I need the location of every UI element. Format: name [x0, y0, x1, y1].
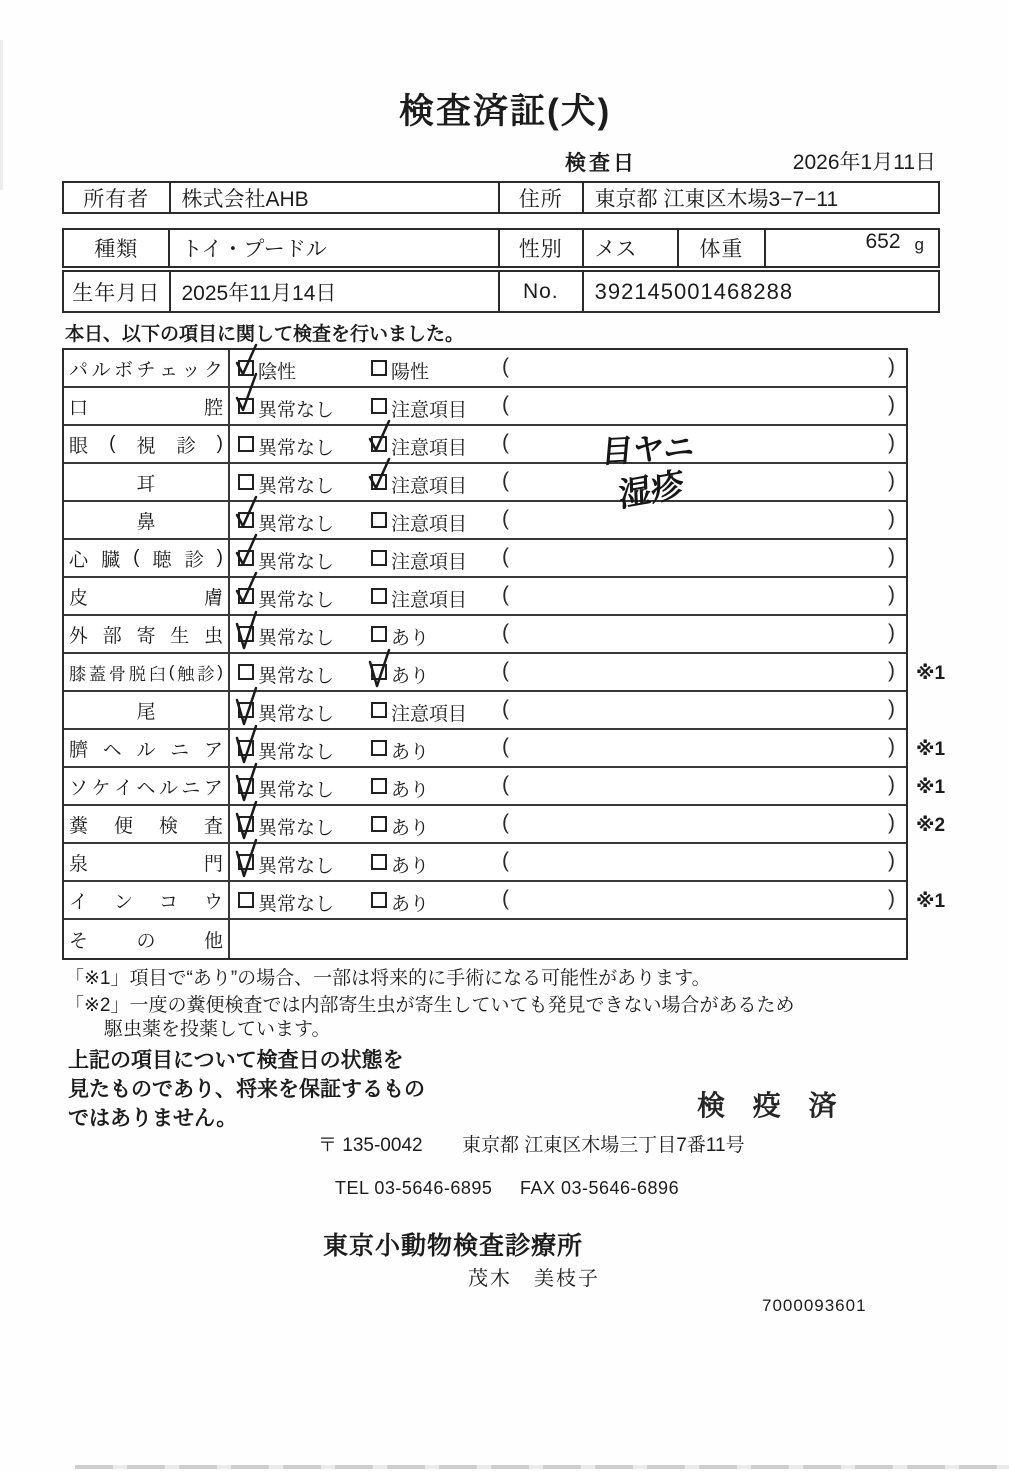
checklist-row [64, 350, 906, 388]
paren-close: ) [888, 469, 895, 492]
ref-note: ※1 [916, 663, 946, 684]
checkbox-option1 [238, 778, 254, 794]
option2-label: 注意項目 [391, 704, 468, 725]
checkbox-option2 [371, 550, 387, 566]
checkbox-option2 [371, 778, 387, 794]
id-number-label: No. [498, 272, 582, 311]
checklist-item-label: 眼 ( 視 診 ) [64, 426, 230, 462]
checkbox-option1 [238, 740, 254, 756]
paren-close: ) [888, 583, 895, 606]
owner-table [62, 181, 940, 214]
checklist-row [64, 654, 946, 692]
postal-code: 〒 135-0042 [318, 1135, 423, 1156]
checklist-item-label: パ ル ボ チ ェ ッ ク [64, 350, 230, 386]
checklist-row-content [230, 616, 906, 652]
footnote-1: 「※1」項目で“あり”の場合、一部は将来的に手術になる可能性があります。 [65, 968, 711, 989]
birthdate-label: 生年月日 [72, 281, 161, 305]
fax-number: FAX 03-5646-6896 [519, 1178, 680, 1198]
breed-label: 種類 [94, 238, 139, 261]
paren-close: ) [888, 621, 895, 644]
checklist-row-content [230, 730, 906, 766]
footnote-2-line2: 駆虫薬を投薬しています。 [104, 1019, 331, 1040]
paren-open: ( [502, 887, 509, 910]
paren-open: ( [502, 811, 509, 834]
ref-note: ※1 [916, 777, 946, 798]
option2-label: 注意項目 [391, 476, 468, 497]
checklist-item-label: 臍 ヘ ル ニ ア [64, 730, 230, 766]
checklist-item-label: 心 臓 ( 聴 診 ) [64, 540, 230, 576]
checklist-row-content [230, 654, 906, 690]
checklist-table [62, 348, 946, 960]
disclaimer-line2: 見たものであり、将来を保証するもの [68, 1078, 425, 1101]
option1-label: 陰性 [258, 362, 297, 383]
option2-label: 注意項目 [391, 552, 468, 573]
checkbox-option2 [371, 512, 387, 528]
paren-close: ) [888, 887, 895, 910]
option2-label: あり [391, 818, 430, 839]
disclaimer-line3: ではありません。 [68, 1107, 238, 1130]
inspection-date-label: 検査日 [565, 152, 637, 175]
option2-label: 注意項目 [391, 438, 468, 459]
checkbox-option2 [371, 740, 387, 756]
weight-label: 体重 [677, 230, 764, 266]
clinic-name: 東京小動物検査診療所 [323, 1232, 584, 1260]
breed-value: トイ・プードル [168, 230, 497, 266]
checklist-row [64, 806, 946, 844]
paren-close: ) [888, 773, 895, 796]
checklist-row [64, 540, 906, 578]
checkbox-option2 [371, 626, 387, 642]
checklist-row-content [230, 844, 906, 880]
checkbox-option2 [371, 436, 387, 452]
owner-value: 株式会社AHB [169, 183, 499, 212]
checklist-item-label: イ ン コ ウ [64, 882, 230, 918]
checkbox-option1 [238, 892, 254, 908]
option1-label: 異常なし [258, 894, 335, 915]
checkbox-option1 [238, 626, 254, 642]
checkbox-option1 [238, 398, 254, 414]
checkbox-option2 [371, 854, 387, 870]
option1-label: 異常なし [258, 666, 335, 687]
option1-label: 異常なし [258, 476, 335, 497]
document-title: 検査済証(犬) [399, 92, 612, 131]
scan-artifact-left [0, 40, 3, 190]
paren-close: ) [888, 735, 895, 758]
checklist-row [64, 388, 906, 426]
paren-open: ( [502, 621, 509, 644]
weight-unit: g [914, 235, 924, 254]
checklist-row [64, 844, 906, 882]
option2-label: あり [391, 666, 430, 687]
ref-note: ※1 [916, 891, 946, 912]
checklist-row-content [230, 388, 906, 424]
checkbox-option1 [238, 474, 254, 490]
checklist-row-content [230, 350, 906, 386]
paren-open: ( [502, 507, 509, 530]
option2-label: 陽性 [391, 362, 430, 383]
checklist-row [64, 692, 906, 730]
paren-open: ( [502, 659, 509, 682]
ref-note: ※2 [916, 815, 946, 836]
birthdate-number-table [62, 270, 940, 313]
paren-open: ( [502, 431, 509, 454]
checklist-item-label: 皮 膚 [64, 578, 230, 614]
paren-close: ) [888, 659, 895, 682]
checklist-row-content [230, 464, 906, 514]
paren-close: ) [888, 393, 895, 416]
sex-label: 性別 [498, 230, 582, 266]
owner-label: 所有者 [83, 187, 150, 211]
checklist-item-label: 外 部 寄 生 虫 [64, 616, 230, 652]
disclaimer-line1: 上記の項目について検査日の状態を [68, 1049, 404, 1072]
clinic-address: 東京都 江東区木場三丁目7番11号 [462, 1135, 745, 1156]
checklist-row-content [230, 768, 906, 804]
checkbox-option2 [371, 702, 387, 718]
checklist-row-content [230, 920, 906, 958]
option2-label: 注意項目 [391, 400, 468, 421]
checkbox-option1 [238, 360, 254, 376]
checkbox-option2 [371, 892, 387, 908]
checkbox-option1 [238, 512, 254, 528]
checklist-item-label: 膝 蓋 骨 脱 臼 ( 触 診 ) [64, 654, 230, 690]
handwritten-annotation: 湿疹 [617, 465, 685, 514]
checklist-row-content [230, 502, 906, 538]
checklist-row-content [230, 578, 906, 614]
quarantine-stamp: 検 疫 済 [697, 1090, 847, 1121]
breed-sex-weight-table [62, 228, 940, 268]
checklist-item-label: 泉 門 [64, 844, 230, 880]
birthdate-value: 2025年11月14日 [169, 272, 499, 311]
scan-artifact-bottom [75, 1465, 1009, 1469]
weight-value-cell [764, 230, 938, 266]
option1-label: 異常なし [258, 742, 335, 763]
tel-fax-line [335, 1178, 679, 1199]
serial-number: 7000093601 [762, 1296, 867, 1315]
option2-label: 注意項目 [391, 590, 468, 611]
option2-label: あり [391, 894, 430, 915]
paren-close: ) [888, 849, 895, 872]
checklist-row-content [230, 692, 906, 728]
paren-open: ( [502, 355, 509, 378]
option1-label: 異常なし [258, 628, 335, 649]
checkbox-option1 [238, 550, 254, 566]
paren-open: ( [502, 583, 509, 606]
paren-open: ( [502, 545, 509, 568]
checklist-row-content [230, 540, 906, 576]
paren-open: ( [502, 393, 509, 416]
option2-label: あり [391, 742, 430, 763]
checklist-row-content [230, 806, 906, 842]
paren-open: ( [502, 735, 509, 758]
option1-label: 異常なし [258, 438, 335, 459]
checklist-item-label: 糞 便 検 査 [64, 806, 230, 842]
checklist-row [64, 768, 946, 806]
inspection-date-value: 2026年1月11日 [792, 151, 936, 174]
paren-open: ( [502, 697, 509, 720]
checklist-item-label: 尾 [64, 692, 230, 728]
option1-label: 異常なし [258, 590, 335, 611]
checkbox-option1 [238, 854, 254, 870]
checklist-row [64, 616, 906, 654]
paren-close: ) [888, 545, 895, 568]
checklist-row-content [230, 882, 906, 918]
address-value: 東京都 江東区木場3−7−11 [582, 183, 938, 212]
paren-open: ( [502, 849, 509, 872]
paren-open: ( [502, 773, 509, 796]
option1-label: 異常なし [258, 400, 335, 421]
checklist-item-label: 口 腔 [64, 388, 230, 424]
option1-label: 異常なし [258, 856, 335, 877]
address-label: 住所 [498, 183, 582, 212]
checkbox-option2 [371, 398, 387, 414]
checklist-row [64, 426, 906, 470]
paren-close: ) [888, 355, 895, 378]
checkbox-option2 [371, 474, 387, 490]
tel-number: TEL 03-5646-6895 [335, 1178, 493, 1198]
option2-label: 注意項目 [391, 514, 468, 535]
checklist-row [64, 578, 906, 616]
intro-sentence: 本日、以下の項目に関して検査を行いました。 [65, 324, 465, 345]
weight-value: 652 [865, 230, 901, 253]
checklist-row [64, 882, 946, 920]
checkbox-option1 [238, 816, 254, 832]
paren-close: ) [888, 431, 895, 454]
checkbox-option2 [371, 360, 387, 376]
option2-label: あり [391, 780, 430, 801]
option1-label: 異常なし [258, 780, 335, 801]
checklist-row [64, 730, 946, 768]
option1-label: 異常なし [258, 818, 335, 839]
checkbox-option1 [238, 436, 254, 452]
option2-label: あり [391, 856, 430, 877]
option1-label: 異常なし [258, 704, 335, 725]
checklist-row [64, 464, 906, 514]
checkbox-option1 [238, 664, 254, 680]
checklist-item-label: 鼻 [64, 502, 230, 538]
handwritten-annotation: 目ヤニ [600, 429, 697, 470]
checkbox-option1 [238, 588, 254, 604]
checkbox-option2 [371, 664, 387, 680]
footnote-2-line1: 「※2」一度の糞便検査では内部寄生虫が寄生していても発見できない場合があるため [65, 995, 795, 1016]
checkbox-option1 [238, 702, 254, 718]
checklist-row [64, 502, 906, 540]
ref-note: ※1 [916, 739, 946, 760]
sex-value: メス [582, 230, 678, 266]
option1-label: 異常なし [258, 514, 335, 535]
option2-label: あり [391, 628, 430, 649]
checklist-row-content [230, 426, 906, 470]
paren-close: ) [888, 811, 895, 834]
id-number-value: 392145001468288 [582, 272, 938, 311]
checkbox-option2 [371, 816, 387, 832]
checkbox-option2 [371, 588, 387, 604]
checklist-item-label: ソ ケ イ ヘ ル ニ ア [64, 768, 230, 804]
checklist-item-label: 耳 [64, 464, 230, 500]
paren-open: ( [502, 469, 509, 492]
paren-close: ) [888, 697, 895, 720]
veterinarian-name: 茂木 美枝子 [468, 1268, 600, 1290]
checklist-row [64, 920, 906, 958]
checklist-item-label: そ の 他 [64, 920, 230, 958]
paren-close: ) [888, 507, 895, 530]
option1-label: 異常なし [258, 552, 335, 573]
